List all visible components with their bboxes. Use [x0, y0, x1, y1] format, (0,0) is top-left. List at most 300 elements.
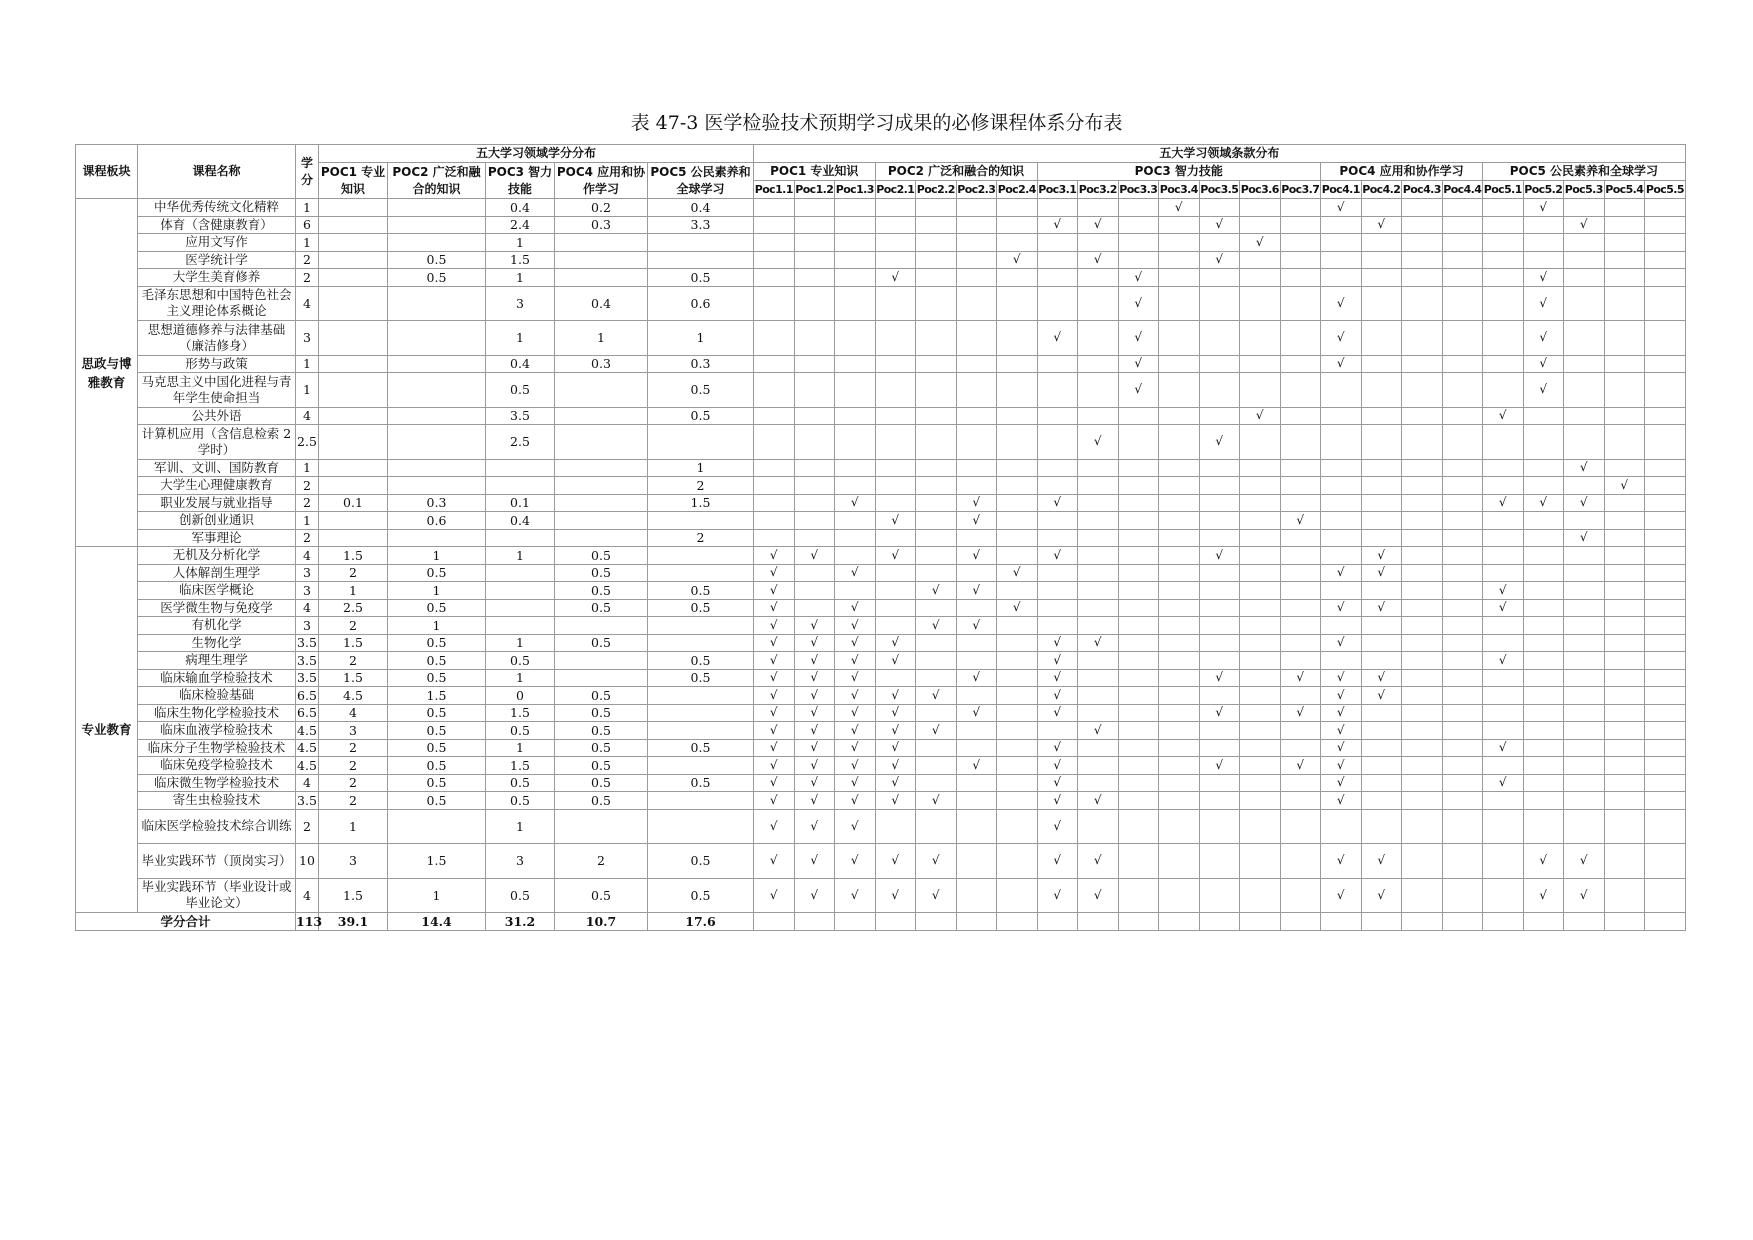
- poc-credit-cell: [319, 425, 388, 460]
- empty-cell: [1118, 234, 1159, 252]
- empty-cell: [916, 407, 957, 425]
- empty-cell: [794, 407, 835, 425]
- empty-cell: [1199, 321, 1240, 356]
- total-poc-credit: 14.4: [388, 913, 486, 931]
- header-clause-code: Poc3.3: [1118, 181, 1159, 199]
- empty-cell: [1604, 844, 1645, 879]
- credit-cell: 4: [296, 547, 319, 565]
- empty-cell: [1402, 739, 1443, 757]
- empty-cell: [875, 617, 916, 635]
- poc-credit-cell: 0.3: [555, 355, 648, 373]
- course-name-cell: 病理生理学: [138, 652, 296, 670]
- header-clause-code: Poc2.4: [997, 181, 1038, 199]
- header-clause-code: Poc3.4: [1159, 181, 1200, 199]
- poc-credit-cell: 0.5: [648, 669, 754, 687]
- credit-cell: 4: [296, 878, 319, 913]
- poc-credit-cell: 0.5: [486, 373, 555, 408]
- total-poc-credit: 39.1: [319, 913, 388, 931]
- empty-cell: [997, 913, 1038, 931]
- table-row: [76, 216, 1686, 234]
- empty-cell: [1240, 634, 1281, 652]
- empty-cell: [1564, 774, 1605, 792]
- poc-credit-cell: 2: [648, 529, 754, 547]
- empty-cell: [1240, 652, 1281, 670]
- credit-cell: 4.5: [297, 740, 317, 756]
- empty-cell: [1523, 687, 1564, 705]
- empty-cell: [1442, 321, 1483, 356]
- empty-cell: [916, 355, 957, 373]
- empty-cell: [997, 687, 1038, 705]
- empty-cell: [1280, 251, 1321, 269]
- check-mark-cell: √: [1564, 878, 1605, 913]
- empty-cell: [754, 355, 795, 373]
- empty-cell: [1604, 792, 1645, 810]
- poc-credit-cell: 1: [486, 321, 555, 356]
- empty-cell: [1159, 599, 1200, 617]
- credit-cell: 3.5: [297, 635, 317, 651]
- empty-cell: [1078, 234, 1119, 252]
- empty-cell: [916, 913, 957, 931]
- table-row: [76, 599, 1686, 617]
- empty-cell: [1118, 547, 1159, 565]
- empty-cell: [1402, 216, 1443, 234]
- check-mark-cell: √: [916, 687, 957, 705]
- course-name-cell: 军训、文训、国防教育: [138, 459, 296, 477]
- check-mark-cell: √: [956, 494, 997, 512]
- empty-cell: [1564, 652, 1605, 670]
- total-poc-credit: 10.7: [555, 913, 648, 931]
- poc-credit-cell: [388, 234, 486, 252]
- empty-cell: [1159, 774, 1200, 792]
- table-row: [76, 704, 1686, 722]
- empty-cell: [1078, 269, 1119, 287]
- empty-cell: [1321, 913, 1362, 931]
- check-mark-cell: √: [875, 739, 916, 757]
- empty-cell: [1523, 459, 1564, 477]
- empty-cell: [1118, 757, 1159, 775]
- empty-cell: [916, 669, 957, 687]
- empty-cell: [1078, 373, 1119, 408]
- check-mark-cell: √: [916, 582, 957, 600]
- check-mark-cell: √: [1321, 878, 1362, 913]
- empty-cell: [1361, 251, 1402, 269]
- empty-cell: [1564, 582, 1605, 600]
- check-mark-cell: √: [875, 792, 916, 810]
- empty-cell: [1280, 913, 1321, 931]
- empty-cell: [1078, 321, 1119, 356]
- empty-cell: [1564, 739, 1605, 757]
- empty-cell: [1078, 199, 1119, 217]
- empty-cell: [1604, 774, 1645, 792]
- empty-cell: [1645, 809, 1686, 844]
- empty-cell: [916, 477, 957, 495]
- poc-credit-cell: 0.5: [388, 652, 486, 670]
- empty-cell: [916, 774, 957, 792]
- empty-cell: [1604, 512, 1645, 530]
- empty-cell: [1240, 913, 1281, 931]
- empty-cell: [1078, 564, 1119, 582]
- check-mark-cell: √: [1321, 774, 1362, 792]
- empty-cell: [1159, 617, 1200, 635]
- header-clause-code: Poc5.5: [1645, 181, 1686, 199]
- check-mark-cell: √: [875, 634, 916, 652]
- empty-cell: [1523, 792, 1564, 810]
- check-mark-cell: √: [835, 617, 876, 635]
- empty-cell: [1199, 286, 1240, 321]
- check-mark-cell: √: [1321, 634, 1362, 652]
- empty-cell: [1402, 774, 1443, 792]
- poc-credit-cell: 2: [648, 477, 754, 495]
- empty-cell: [916, 234, 957, 252]
- empty-cell: [1199, 373, 1240, 408]
- empty-cell: [1402, 809, 1443, 844]
- header-clause-distribution: 五大学习领域条款分布: [754, 145, 1686, 163]
- check-mark-cell: √: [794, 792, 835, 810]
- poc-credit-cell: [319, 286, 388, 321]
- empty-cell: [956, 844, 997, 879]
- empty-cell: [997, 199, 1038, 217]
- check-mark-cell: √: [754, 757, 795, 775]
- poc-credit-cell: [555, 407, 648, 425]
- empty-cell: [1199, 913, 1240, 931]
- total-row: [76, 913, 1686, 931]
- empty-cell: [1523, 477, 1564, 495]
- poc-credit-cell: 3.3: [648, 216, 754, 234]
- credit-cell: 2: [296, 477, 319, 495]
- check-mark-cell: √: [1483, 494, 1524, 512]
- empty-cell: [1240, 739, 1281, 757]
- poc-credit-cell: [555, 529, 648, 547]
- empty-cell: [1118, 652, 1159, 670]
- empty-cell: [1564, 564, 1605, 582]
- check-mark-cell: √: [1483, 739, 1524, 757]
- poc-credit-cell: 3: [486, 286, 555, 321]
- empty-cell: [1280, 599, 1321, 617]
- check-mark-cell: √: [997, 251, 1038, 269]
- credit-cell: 3.5: [297, 670, 317, 686]
- empty-cell: [794, 234, 835, 252]
- empty-cell: [1402, 617, 1443, 635]
- check-mark-cell: √: [835, 757, 876, 775]
- empty-cell: [1280, 582, 1321, 600]
- empty-cell: [1118, 634, 1159, 652]
- empty-cell: [1564, 547, 1605, 565]
- empty-cell: [1645, 286, 1686, 321]
- check-mark-cell: √: [1523, 878, 1564, 913]
- empty-cell: [1442, 494, 1483, 512]
- empty-cell: [1483, 617, 1524, 635]
- empty-cell: [835, 547, 876, 565]
- empty-cell: [1564, 321, 1605, 356]
- empty-cell: [1483, 199, 1524, 217]
- empty-cell: [1078, 494, 1119, 512]
- empty-cell: [1240, 599, 1281, 617]
- empty-cell: [1483, 669, 1524, 687]
- table-row: [76, 425, 1686, 460]
- empty-cell: [916, 494, 957, 512]
- poc-credit-cell: 1.5: [486, 757, 555, 775]
- empty-cell: [1442, 529, 1483, 547]
- empty-cell: [1645, 373, 1686, 408]
- check-mark-cell: √: [1037, 547, 1078, 565]
- check-mark-cell: √: [794, 878, 835, 913]
- empty-cell: [1199, 617, 1240, 635]
- poc-credit-cell: 3: [319, 844, 388, 879]
- empty-cell: [1483, 355, 1524, 373]
- empty-cell: [1159, 652, 1200, 670]
- empty-cell: [1523, 599, 1564, 617]
- empty-cell: [1361, 199, 1402, 217]
- check-mark-cell: √: [835, 599, 876, 617]
- empty-cell: [1604, 564, 1645, 582]
- empty-cell: [997, 459, 1038, 477]
- course-name-cell: 医学微生物与免疫学: [138, 599, 296, 617]
- check-mark-cell: √: [1483, 407, 1524, 425]
- header-credit-distribution: 五大学习领域学分分布: [319, 145, 754, 163]
- empty-cell: [1645, 251, 1686, 269]
- poc-credit-cell: [648, 757, 754, 775]
- empty-cell: [1645, 512, 1686, 530]
- empty-cell: [1078, 286, 1119, 321]
- poc-credit-cell: 1: [486, 809, 555, 844]
- empty-cell: [1604, 234, 1645, 252]
- check-mark-cell: √: [754, 722, 795, 740]
- empty-cell: [1159, 757, 1200, 775]
- empty-cell: [1118, 407, 1159, 425]
- course-name-cell: 有机化学: [138, 617, 296, 635]
- empty-cell: [997, 547, 1038, 565]
- check-mark-cell: √: [1523, 321, 1564, 356]
- check-mark-cell: √: [754, 582, 795, 600]
- empty-cell: [1321, 547, 1362, 565]
- check-mark-cell: √: [1118, 321, 1159, 356]
- empty-cell: [835, 269, 876, 287]
- empty-cell: [997, 494, 1038, 512]
- empty-cell: [1523, 234, 1564, 252]
- course-name-cell: 大学生心理健康教育: [138, 477, 296, 495]
- empty-cell: [1442, 669, 1483, 687]
- credit-cell: 6: [296, 216, 319, 234]
- empty-cell: [1199, 199, 1240, 217]
- empty-cell: [1604, 669, 1645, 687]
- empty-cell: [1442, 199, 1483, 217]
- credit-cell: 1: [296, 199, 319, 217]
- check-mark-cell: √: [1523, 494, 1564, 512]
- check-mark-cell: √: [794, 634, 835, 652]
- empty-cell: [956, 878, 997, 913]
- empty-cell: [1280, 216, 1321, 234]
- empty-cell: [835, 407, 876, 425]
- empty-cell: [1159, 251, 1200, 269]
- empty-cell: [1442, 355, 1483, 373]
- empty-cell: [1483, 459, 1524, 477]
- empty-cell: [1240, 757, 1281, 775]
- table-row: [76, 199, 1686, 217]
- empty-cell: [794, 373, 835, 408]
- empty-cell: [1604, 373, 1645, 408]
- empty-cell: [1321, 216, 1362, 234]
- empty-cell: [997, 407, 1038, 425]
- empty-cell: [754, 529, 795, 547]
- check-mark-cell: √: [1240, 407, 1281, 425]
- empty-cell: [1361, 652, 1402, 670]
- empty-cell: [1078, 547, 1119, 565]
- empty-cell: [1280, 321, 1321, 356]
- check-mark-cell: √: [1564, 844, 1605, 879]
- check-mark-cell: √: [956, 547, 997, 565]
- poc-credit-cell: 0.5: [388, 739, 486, 757]
- poc-credit-cell: [486, 529, 555, 547]
- check-mark-cell: √: [1078, 722, 1119, 740]
- check-mark-cell: √: [835, 494, 876, 512]
- header-clause-group: POC4 应用和协作学习: [1321, 163, 1483, 181]
- empty-cell: [1240, 547, 1281, 565]
- empty-cell: [1118, 529, 1159, 547]
- poc-credit-cell: 0.5: [555, 722, 648, 740]
- empty-cell: [997, 669, 1038, 687]
- poc-credit-cell: [319, 199, 388, 217]
- check-mark-cell: √: [754, 687, 795, 705]
- empty-cell: [956, 425, 997, 460]
- empty-cell: [916, 216, 957, 234]
- empty-cell: [1442, 477, 1483, 495]
- empty-cell: [1321, 407, 1362, 425]
- poc-credit-cell: 0.5: [388, 599, 486, 617]
- header-clause-code: Poc5.2: [1523, 181, 1564, 199]
- empty-cell: [1118, 459, 1159, 477]
- empty-cell: [1118, 564, 1159, 582]
- empty-cell: [1078, 774, 1119, 792]
- empty-cell: [1078, 652, 1119, 670]
- table-row: [76, 757, 1686, 775]
- check-mark-cell: √: [754, 809, 795, 844]
- empty-cell: [1442, 373, 1483, 408]
- empty-cell: [1240, 321, 1281, 356]
- empty-cell: [956, 809, 997, 844]
- empty-cell: [875, 809, 916, 844]
- empty-cell: [1402, 269, 1443, 287]
- check-mark-cell: √: [754, 617, 795, 635]
- poc-credit-cell: [319, 512, 388, 530]
- empty-cell: [1361, 617, 1402, 635]
- empty-cell: [1321, 809, 1362, 844]
- empty-cell: [1564, 269, 1605, 287]
- poc-credit-cell: [388, 529, 486, 547]
- empty-cell: [1564, 687, 1605, 705]
- poc-credit-cell: 2: [555, 844, 648, 879]
- empty-cell: [1118, 425, 1159, 460]
- empty-cell: [754, 199, 795, 217]
- empty-cell: [1604, 634, 1645, 652]
- empty-cell: [875, 251, 916, 269]
- empty-cell: [916, 286, 957, 321]
- check-mark-cell: √: [754, 547, 795, 565]
- credit-cell: 3: [296, 564, 319, 582]
- empty-cell: [1361, 407, 1402, 425]
- empty-cell: [835, 512, 876, 530]
- check-mark-cell: √: [1523, 373, 1564, 408]
- empty-cell: [875, 425, 916, 460]
- poc-credit-cell: 0.5: [648, 878, 754, 913]
- check-mark-cell: √: [1361, 669, 1402, 687]
- check-mark-cell: √: [1321, 792, 1362, 810]
- empty-cell: [875, 199, 916, 217]
- table-row: [76, 687, 1686, 705]
- empty-cell: [1361, 722, 1402, 740]
- check-mark-cell: √: [1361, 599, 1402, 617]
- check-mark-cell: √: [1118, 286, 1159, 321]
- poc-credit-cell: 0.5: [648, 652, 754, 670]
- poc-credit-cell: 0.5: [388, 634, 486, 652]
- empty-cell: [754, 459, 795, 477]
- empty-cell: [1199, 234, 1240, 252]
- empty-cell: [1442, 407, 1483, 425]
- empty-cell: [1442, 286, 1483, 321]
- empty-cell: [1604, 547, 1645, 565]
- empty-cell: [1604, 617, 1645, 635]
- table-row: [76, 234, 1686, 252]
- check-mark-cell: √: [875, 269, 916, 287]
- empty-cell: [1523, 529, 1564, 547]
- poc-credit-cell: 0.5: [555, 704, 648, 722]
- empty-cell: [1199, 844, 1240, 879]
- empty-cell: [1564, 373, 1605, 408]
- check-mark-cell: √: [835, 704, 876, 722]
- check-mark-cell: √: [1199, 704, 1240, 722]
- empty-cell: [997, 269, 1038, 287]
- poc-credit-cell: 0.5: [388, 251, 486, 269]
- empty-cell: [997, 373, 1038, 408]
- empty-cell: [794, 512, 835, 530]
- empty-cell: [1159, 722, 1200, 740]
- poc-credit-cell: 0.5: [555, 599, 648, 617]
- empty-cell: [997, 652, 1038, 670]
- course-name-cell: 无机及分析化学: [138, 547, 296, 565]
- empty-cell: [956, 687, 997, 705]
- empty-cell: [1078, 757, 1119, 775]
- poc-credit-cell: 1.5: [388, 844, 486, 879]
- check-mark-cell: √: [875, 722, 916, 740]
- course-name-cell: 毛泽东思想和中国特色社会主义理论体系概论: [138, 286, 296, 321]
- empty-cell: [875, 494, 916, 512]
- table-row: [76, 878, 1686, 913]
- empty-cell: [754, 373, 795, 408]
- empty-cell: [1523, 739, 1564, 757]
- empty-cell: [1361, 477, 1402, 495]
- poc-credit-cell: [555, 234, 648, 252]
- empty-cell: [1604, 459, 1645, 477]
- credit-cell: 2.5: [296, 425, 319, 460]
- empty-cell: [1645, 269, 1686, 287]
- empty-cell: [1199, 652, 1240, 670]
- poc-credit-cell: [486, 477, 555, 495]
- empty-cell: [1402, 529, 1443, 547]
- header-course: 课程名称: [138, 145, 296, 199]
- empty-cell: [1483, 477, 1524, 495]
- empty-cell: [1118, 704, 1159, 722]
- poc-credit-cell: [648, 617, 754, 635]
- credit-cell: 4.5: [297, 722, 317, 738]
- poc-credit-cell: [555, 809, 648, 844]
- check-mark-cell: √: [1078, 251, 1119, 269]
- empty-cell: [1159, 425, 1200, 460]
- empty-cell: [1037, 251, 1078, 269]
- empty-cell: [1037, 269, 1078, 287]
- empty-cell: [1159, 844, 1200, 879]
- poc-credit-cell: [486, 599, 555, 617]
- check-mark-cell: √: [1037, 739, 1078, 757]
- check-mark-cell: √: [754, 878, 795, 913]
